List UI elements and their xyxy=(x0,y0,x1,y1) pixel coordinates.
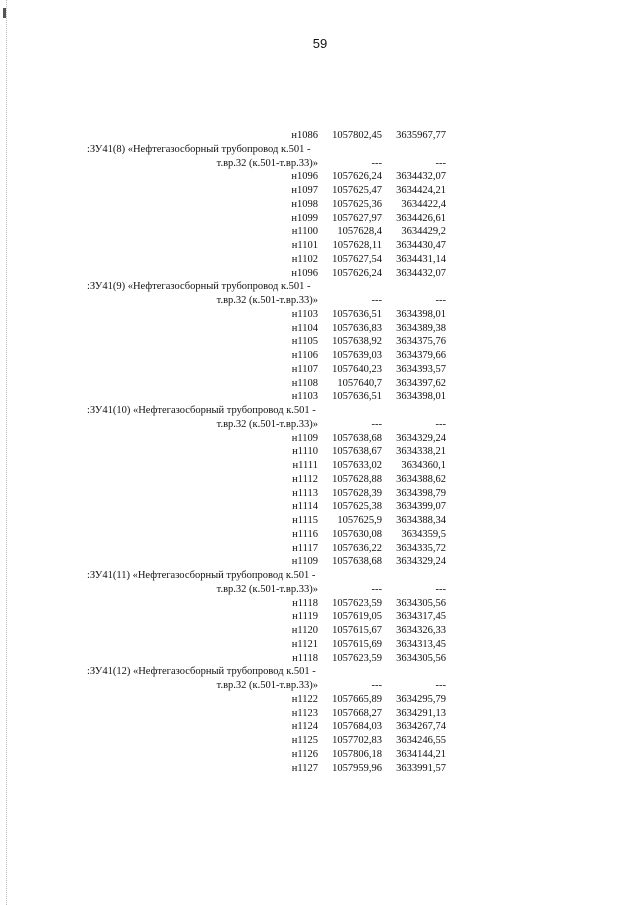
section-title-line2: т.вр.32 (к.501-т.вр.33)» xyxy=(216,157,318,169)
table-row xyxy=(0,253,640,267)
x-coordinate: 1057615,69 xyxy=(332,638,382,650)
x-coordinate: 1057625,36 xyxy=(332,198,382,210)
table-row xyxy=(0,349,640,363)
section-heading xyxy=(0,143,640,157)
binding-mark xyxy=(3,8,6,18)
x-coordinate: 1057802,45 xyxy=(332,130,382,141)
section-heading xyxy=(0,280,640,294)
x-coordinate: 1057628,4 xyxy=(337,226,382,238)
y-coordinate: 3634246,55 xyxy=(396,735,446,746)
point-id: н1111 xyxy=(292,460,318,471)
y-coordinate: 3634426,61 xyxy=(396,212,446,224)
point-id: н1105 xyxy=(291,336,318,348)
table-row xyxy=(0,720,640,734)
table-row xyxy=(0,500,640,514)
point-id: н1103 xyxy=(291,308,318,320)
x-coordinate: 1057625,47 xyxy=(332,185,382,196)
x-coordinate: 1057633,02 xyxy=(332,460,382,471)
x-coordinate: 1057619,05 xyxy=(332,611,382,623)
point-id: н1110 xyxy=(292,446,318,458)
x-placeholder: --- xyxy=(371,295,382,306)
table-row xyxy=(0,624,640,638)
x-coordinate: 1057623,59 xyxy=(332,597,382,609)
y-coordinate: 3634305,56 xyxy=(396,652,446,664)
x-coordinate: 1057628,39 xyxy=(332,487,382,499)
point-id: н1127 xyxy=(291,762,318,774)
x-coordinate: 1057638,68 xyxy=(332,432,382,444)
y-coordinate: 3634313,45 xyxy=(396,638,446,650)
y-placeholder: --- xyxy=(435,680,446,691)
x-coordinate: 1057639,03 xyxy=(332,350,382,361)
table-row xyxy=(0,597,640,611)
table-row xyxy=(0,308,640,322)
point-id: н1118 xyxy=(292,652,318,664)
table-row xyxy=(0,212,640,226)
section-heading xyxy=(0,665,640,679)
table-row xyxy=(0,734,640,748)
table-row xyxy=(0,473,640,487)
y-coordinate: 3634398,79 xyxy=(396,487,446,499)
y-placeholder: --- xyxy=(435,418,446,430)
table-row xyxy=(0,267,640,281)
x-coordinate: 1057638,92 xyxy=(332,336,382,348)
section-heading-continued xyxy=(0,418,640,432)
point-id: н1115 xyxy=(292,515,318,526)
point-id: н1100 xyxy=(291,226,318,238)
x-coordinate: 1057638,67 xyxy=(332,446,382,458)
x-coordinate: 1057627,97 xyxy=(332,212,382,224)
x-coordinate: 1057640,7 xyxy=(337,377,382,389)
x-placeholder: --- xyxy=(371,418,382,430)
section-title-line2: т.вр.32 (к.501-т.вр.33)» xyxy=(216,680,318,691)
x-coordinate: 1057626,24 xyxy=(332,171,382,183)
point-id: н1086 xyxy=(291,130,318,141)
x-coordinate: 1057615,67 xyxy=(332,625,382,636)
section-title-line1: :ЗУ41(11) «Нефтегазосборный трубопровод к.501 - xyxy=(87,570,316,581)
point-id: н1112 xyxy=(292,473,318,485)
x-coordinate: 1057636,22 xyxy=(332,542,382,554)
y-coordinate: 3634326,33 xyxy=(396,625,446,636)
x-placeholder: --- xyxy=(371,680,382,691)
table-row xyxy=(0,335,640,349)
point-id: н1123 xyxy=(291,707,318,719)
x-coordinate: 1057959,96 xyxy=(332,762,382,774)
point-id: н1106 xyxy=(291,350,318,361)
y-coordinate: 3634429,2 xyxy=(401,226,446,238)
y-coordinate: 3634329,24 xyxy=(396,556,446,568)
y-placeholder: --- xyxy=(435,583,446,595)
y-coordinate: 3634360,1 xyxy=(401,460,446,471)
section-heading-continued xyxy=(0,157,640,171)
section-heading-continued xyxy=(0,679,640,693)
table-row xyxy=(0,748,640,762)
x-coordinate: 1057665,89 xyxy=(332,693,382,705)
y-coordinate: 3634144,21 xyxy=(396,748,446,760)
table-row xyxy=(0,610,640,624)
y-coordinate: 3634379,66 xyxy=(396,350,446,361)
table-row xyxy=(0,638,640,652)
section-title-line1: :ЗУ41(12) «Нефтегазосборный трубопровод к.501 - xyxy=(87,666,316,678)
point-id: н1126 xyxy=(291,748,318,760)
table-row xyxy=(0,322,640,336)
table-row xyxy=(0,514,640,528)
section-heading-continued xyxy=(0,294,640,308)
section-heading-continued xyxy=(0,583,640,597)
table-row xyxy=(0,652,640,666)
y-coordinate: 3634424,21 xyxy=(396,185,446,196)
point-id: н1121 xyxy=(291,638,318,650)
point-id: н1098 xyxy=(291,198,318,210)
table-row xyxy=(0,762,640,776)
x-coordinate: 1057627,54 xyxy=(332,253,382,265)
y-coordinate: 3634393,57 xyxy=(396,363,446,375)
point-id: н1125 xyxy=(291,735,318,746)
x-coordinate: 1057625,9 xyxy=(337,515,382,526)
y-coordinate: 3634430,47 xyxy=(396,240,446,251)
x-coordinate: 1057640,23 xyxy=(332,363,382,375)
y-placeholder: --- xyxy=(435,295,446,306)
x-placeholder: --- xyxy=(371,157,382,169)
y-coordinate: 3635967,77 xyxy=(396,130,446,141)
point-id: н1107 xyxy=(291,363,318,375)
y-coordinate: 3634432,07 xyxy=(396,171,446,183)
y-coordinate: 3634329,24 xyxy=(396,432,446,444)
table-row xyxy=(0,459,640,473)
table-row xyxy=(0,239,640,253)
point-id: н1120 xyxy=(291,625,318,636)
x-coordinate: 1057684,03 xyxy=(332,721,382,733)
y-coordinate: 3634375,76 xyxy=(396,336,446,348)
point-id: н1116 xyxy=(292,528,318,540)
point-id: н1113 xyxy=(292,487,318,499)
y-coordinate: 3634295,79 xyxy=(396,693,446,705)
point-id: н1109 xyxy=(291,556,318,568)
x-coordinate: 1057625,38 xyxy=(332,501,382,513)
coordinate-table xyxy=(0,129,640,775)
table-row xyxy=(0,363,640,377)
y-coordinate: 3634291,13 xyxy=(396,707,446,719)
section-title-line1: :ЗУ41(10) «Нефтегазосборный трубопровод к.501 - xyxy=(87,405,316,416)
y-coordinate: 3634431,14 xyxy=(396,253,446,265)
point-id: н1108 xyxy=(291,377,318,389)
x-placeholder: --- xyxy=(371,583,382,595)
y-coordinate: 3634398,01 xyxy=(396,391,446,403)
point-id: н1109 xyxy=(291,432,318,444)
x-coordinate: 1057702,83 xyxy=(332,735,382,746)
y-coordinate: 3634267,74 xyxy=(396,721,446,733)
x-coordinate: 1057806,18 xyxy=(332,748,382,760)
table-row xyxy=(0,555,640,569)
point-id: н1096 xyxy=(291,267,318,279)
y-coordinate: 3634388,34 xyxy=(396,515,446,526)
table-row xyxy=(0,390,640,404)
table-row xyxy=(0,198,640,212)
x-coordinate: 1057638,68 xyxy=(332,556,382,568)
x-coordinate: 1057628,88 xyxy=(332,473,382,485)
x-coordinate: 1057626,24 xyxy=(332,267,382,279)
point-id: н1101 xyxy=(291,240,318,251)
section-title-line1: :ЗУ41(9) «Нефтегазосборный трубопровод к.501 - xyxy=(87,281,311,293)
y-coordinate: 3634335,72 xyxy=(396,542,446,554)
y-placeholder: --- xyxy=(435,157,446,169)
x-coordinate: 1057668,27 xyxy=(332,707,382,719)
y-coordinate: 3634388,62 xyxy=(396,473,446,485)
point-id: н1119 xyxy=(292,611,318,623)
point-id: н1099 xyxy=(291,212,318,224)
point-id: н1102 xyxy=(291,253,318,265)
table-row xyxy=(0,445,640,459)
section-title-line2: т.вр.32 (к.501-т.вр.33)» xyxy=(216,295,318,306)
table-row xyxy=(0,184,640,198)
point-id: н1097 xyxy=(291,185,318,196)
x-coordinate: 1057623,59 xyxy=(332,652,382,664)
y-coordinate: 3633991,57 xyxy=(396,762,446,774)
y-coordinate: 3634317,45 xyxy=(396,611,446,623)
table-row xyxy=(0,377,640,391)
x-coordinate: 1057630,08 xyxy=(332,528,382,540)
page-number: 59 xyxy=(312,36,328,51)
point-id: н1118 xyxy=(292,597,318,609)
section-title-line2: т.вр.32 (к.501-т.вр.33)» xyxy=(216,583,318,595)
table-row xyxy=(0,170,640,184)
x-coordinate: 1057636,83 xyxy=(332,322,382,334)
y-coordinate: 3634397,62 xyxy=(396,377,446,389)
section-title-line2: т.вр.32 (к.501-т.вр.33)» xyxy=(216,418,318,430)
table-row xyxy=(0,707,640,721)
y-coordinate: 3634305,56 xyxy=(396,597,446,609)
table-row xyxy=(0,542,640,556)
x-coordinate: 1057636,51 xyxy=(332,391,382,403)
point-id: н1122 xyxy=(291,693,318,705)
section-title-line1: :ЗУ41(8) «Нефтегазосборный трубопровод к.501 - xyxy=(87,143,311,155)
table-row xyxy=(0,225,640,239)
point-id: н1104 xyxy=(291,322,318,334)
section-heading xyxy=(0,569,640,583)
table-row xyxy=(0,487,640,501)
point-id: н1103 xyxy=(291,391,318,403)
point-id: н1117 xyxy=(292,542,318,554)
y-coordinate: 3634389,38 xyxy=(396,322,446,334)
y-coordinate: 3634399,07 xyxy=(396,501,446,513)
x-coordinate: 1057628,11 xyxy=(332,240,382,251)
point-id: н1096 xyxy=(291,171,318,183)
table-row xyxy=(0,432,640,446)
x-coordinate: 1057636,51 xyxy=(332,308,382,320)
y-coordinate: 3634398,01 xyxy=(396,308,446,320)
table-row xyxy=(0,693,640,707)
y-coordinate: 3634359,5 xyxy=(401,528,446,540)
table-row xyxy=(0,129,640,143)
section-heading xyxy=(0,404,640,418)
point-id: н1114 xyxy=(292,501,318,513)
y-coordinate: 3634432,07 xyxy=(396,267,446,279)
table-row xyxy=(0,528,640,542)
y-coordinate: 3634422,4 xyxy=(401,198,446,210)
point-id: н1124 xyxy=(291,721,318,733)
y-coordinate: 3634338,21 xyxy=(396,446,446,458)
